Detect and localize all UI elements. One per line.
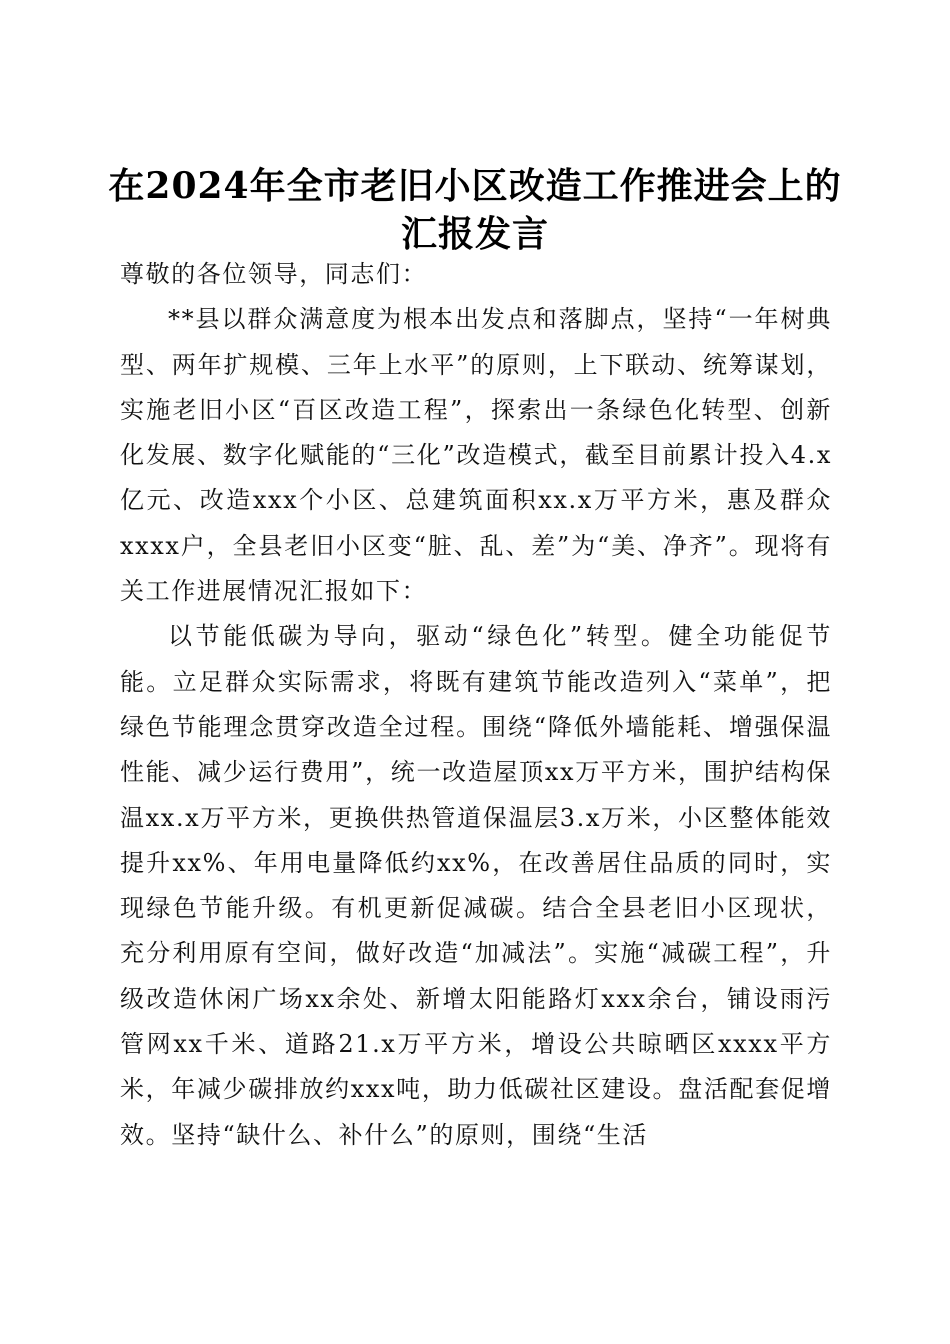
title-line-2: 汇报发言 <box>400 213 549 256</box>
paragraph-green-transformation: 以节能低碳为导向，驱动“绿色化”转型。健全功能促节能。立足群众实际需求，将既有建筑节能改造列入“菜单”，把绿色节能理念贯穿改造全过程。围绕“降低外墙能耗、增强保温性能、减少运行费用”，统一改造屋顶xx万平方米，围护结构保温xx.x万平方米，更换供热管道保温层3.x万米，小区整体能效提升xx%、年用电量降低约xx%，在改善居住品质的同时，实现绿色节能升级。有机更新促减碳。结合全县老旧小区现状，充分利用原有空间，做好改造“加减法”。实施“减碳工程”，升级改造休闲广场xx余处、新增太阳能路灯xxx余台，铺设雨污管网xx千米、道路21.x万平方米，增设公共晾晒区xxxx平方米，年减少碳排放约xxx吨，助力低碳社区建设。盘活配套促增效。坚持“缺什么、补什么”的原则，围绕“生活 <box>120 622 832 1149</box>
paragraph-intro: **县以群众满意度为根本出发点和落脚点，坚持“一年树典型、两年扩规模、三年上水平”的原则，上下联动、统筹谋划，实施老旧小区“百区改造工程”，探索出一条绿色化转型、创新化发展、数字化赋能的“三化”改造模式，截至目前累计投入4.x亿元、改造xxx个小区、总建筑面积xx.x万平方米，惠及群众xxxx户，全县老旧小区变“脏、乱、差”为“美、净齐”。现将有关工作进展情况汇报如下： <box>120 305 832 606</box>
document-body <box>120 252 832 1158</box>
salutation: 尊敬的各位领导，同志们： <box>120 260 428 288</box>
title-line-1: 在2024年全市老旧小区改造工作推进会上的 <box>108 165 842 208</box>
document-title <box>100 162 850 258</box>
